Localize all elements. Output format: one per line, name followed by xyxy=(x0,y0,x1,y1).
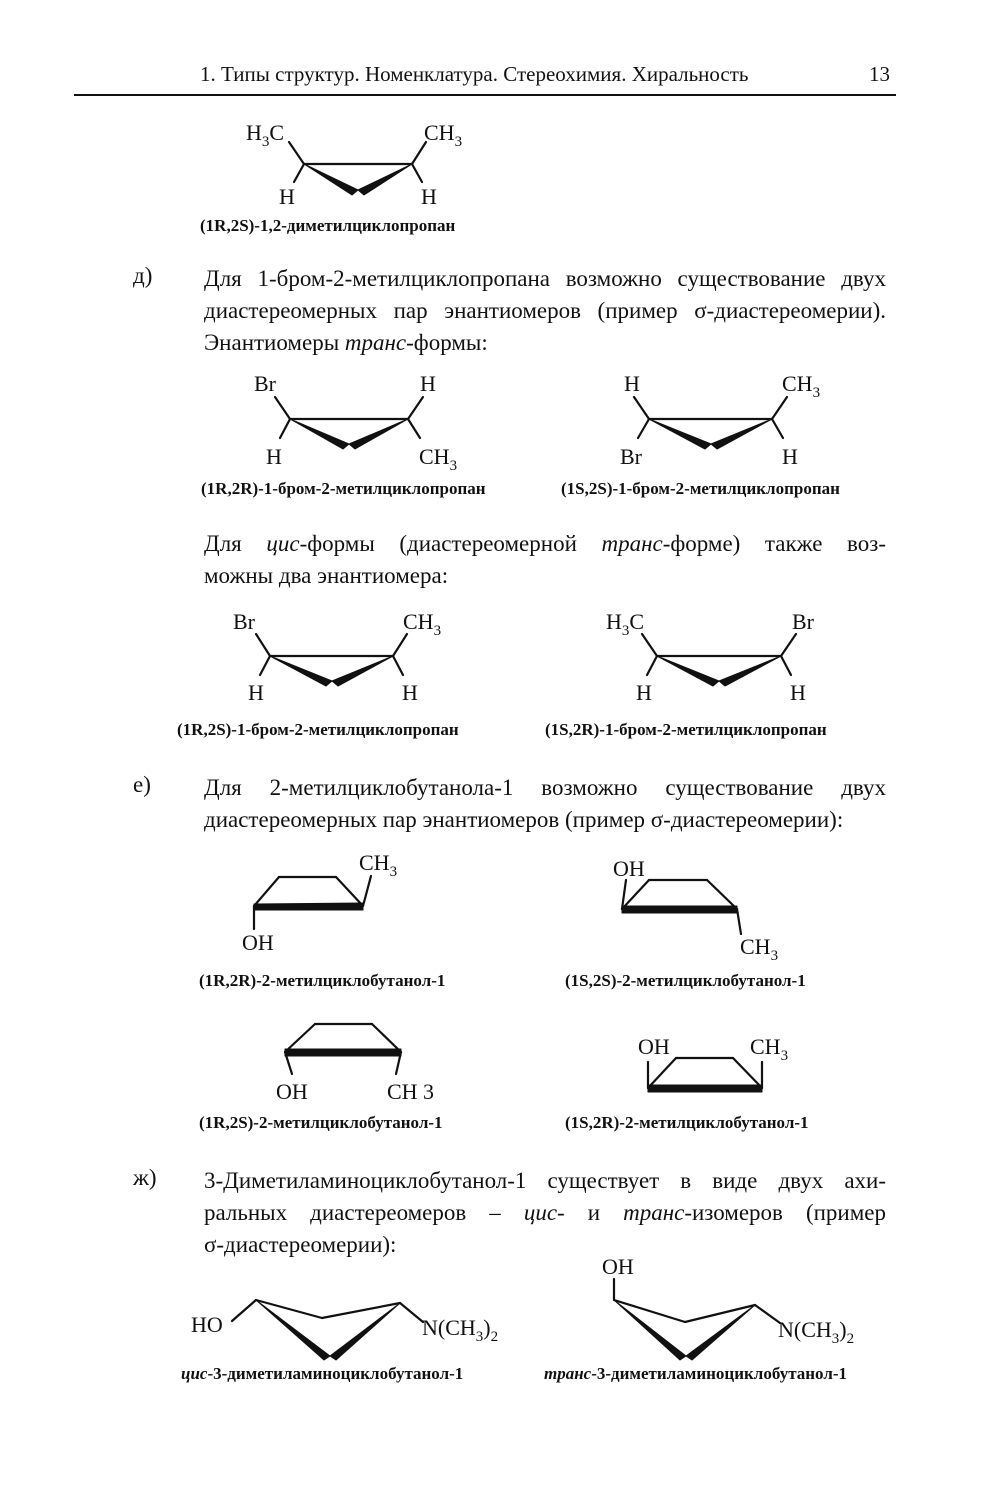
structure-cis-dimethylaminocyclobutanol xyxy=(191,1300,498,1360)
bond-c2-h xyxy=(408,397,423,419)
page-number: 13 xyxy=(869,62,890,86)
ring-bond-back-left xyxy=(614,1300,685,1322)
atom-h-right: H xyxy=(421,184,437,209)
atom-ch3: $CH_3$ xyxy=(750,1034,789,1064)
atom-ho: HO xyxy=(191,1312,223,1337)
atom-h-left: H xyxy=(636,680,652,705)
atom-oh: OH xyxy=(602,1254,634,1279)
bond-c3-n xyxy=(400,1303,423,1322)
caption-1r2s-bromomethylcyclopropane: (1R,2S)-1-бром-2-метилциклопропан xyxy=(177,720,459,739)
ring-bond-left xyxy=(254,877,279,906)
paragraph-e-line-1: Для 2-метилциклобутанола-1 возможно существование двух xyxy=(204,775,886,800)
bold-bond-front xyxy=(648,1085,762,1092)
ring-bond-left xyxy=(285,1024,315,1052)
atom-h-bottom: H xyxy=(782,444,798,469)
caption-1s2r-bromomethylcyclopropane: (1S,2R)-1-бром-2-метилциклопропан xyxy=(545,720,827,739)
bond-c2-ch3 xyxy=(412,142,426,164)
atom-h3c: $H_3C$ xyxy=(606,609,645,639)
wedge-bond-right xyxy=(358,164,412,195)
bond-c1-h xyxy=(634,397,649,419)
wedge-bond-left xyxy=(649,419,711,449)
bond-c1-h xyxy=(260,656,270,675)
paragraph-d-cis-line-2: можны два энантиомера: xyxy=(204,563,449,588)
ring-bond-right xyxy=(336,877,363,906)
paragraph-d-line-2: диастереомерных пар энантиомеров (пример σ-диастереомерии). xyxy=(204,298,886,323)
structure-1r2r-methylcyclobutanol xyxy=(242,850,397,955)
atom-h-right: H xyxy=(402,680,418,705)
structure-1s2r-bromomethylcyclopropane xyxy=(606,609,815,705)
atom-h-right: H xyxy=(790,680,806,705)
structure-dimethylcyclopropane xyxy=(0,110,1000,220)
structure-1r2r-bromomethylcyclopropane xyxy=(254,371,457,474)
atom-br: Br xyxy=(620,444,642,469)
atom-br: Br xyxy=(233,609,255,634)
bond-c1-h xyxy=(280,419,290,438)
bond-c1-h xyxy=(294,164,304,182)
bond-c1-br xyxy=(638,419,649,438)
atom-ch3: $CH_3$ xyxy=(403,609,442,639)
atom-br: Br xyxy=(792,609,814,634)
atom-oh: OH xyxy=(613,856,645,881)
atom-h-left: H xyxy=(279,184,295,209)
bold-bond-front xyxy=(622,906,737,913)
wedge-bond-left xyxy=(270,656,332,686)
atom-h-top: H xyxy=(420,371,436,396)
bond-c3-n xyxy=(755,1305,780,1323)
bond-c2-ch3 xyxy=(408,419,420,438)
bold-bond-front xyxy=(254,903,363,910)
bond-c1-ch3 xyxy=(289,142,304,164)
item-label-d: д) xyxy=(133,263,153,288)
wedge-bond-front-left xyxy=(614,1300,686,1360)
ring-bond-right xyxy=(707,880,737,909)
caption-1s2r-methylcyclobutanol: (1S,2R)-2-метилциклобутанол-1 xyxy=(565,1113,809,1132)
bond-c2-br xyxy=(781,634,796,656)
atom-ch3: $CH_3$ xyxy=(740,934,779,964)
atom-ch3: $CH_3$ xyxy=(359,850,398,880)
atom-h3c-left: $H_3C$ xyxy=(246,120,285,150)
bond-c1-ch3 xyxy=(642,634,657,656)
paragraph-zh xyxy=(204,1165,886,1261)
ring-bond-upper-left xyxy=(232,1300,256,1321)
bond-c2-ch3 xyxy=(737,909,741,934)
bond-c2-h xyxy=(412,164,422,182)
caption-1r2r-bromomethylcyclopropane: (1R,2R)-1-бром-2-метилциклопропан xyxy=(201,479,486,498)
paragraph-e-line-2: диастереомерных пар энантиомеров (пример σ-диастереомерии): xyxy=(204,807,844,832)
bond-c2-h xyxy=(393,656,403,675)
caption-1r2r-methylcyclobutanol: (1R,2R)-2-метилциклобутанол-1 xyxy=(199,971,446,990)
structures-dimethylaminocyclobutanol xyxy=(0,1250,1000,1360)
caption-1r2s-methylcyclobutanol: (1R,2S)-2-метилциклобутанол-1 xyxy=(199,1113,443,1132)
bond-c1-br xyxy=(275,397,290,419)
paragraph-d-cis-line-1: Для цис-формы (диастереомерной транс-форме) также воз- xyxy=(204,531,886,556)
header-rule xyxy=(74,94,896,96)
bold-bond-front xyxy=(285,1049,401,1056)
item-label-e: е) xyxy=(133,772,151,797)
atom-oh: OH xyxy=(242,930,274,955)
ring-bond-right xyxy=(372,1024,401,1052)
wedge-bond-left xyxy=(290,419,349,449)
paragraph-zh-line-2: ральных диастереомеров – цис- и транс-изомеров (пример xyxy=(204,1200,886,1225)
atom-br: Br xyxy=(254,371,276,396)
paragraph-e xyxy=(204,772,886,836)
paragraph-d xyxy=(204,263,886,359)
caption-cis-dimethylaminocyclobutanol: цис-3-диметиламиноциклобутанол-1 xyxy=(181,1364,464,1383)
caption-1s2s-bromomethylcyclopropane: (1S,2S)-1-бром-2-метилциклопропан xyxy=(561,479,840,498)
atom-ch3: CH 3 xyxy=(387,1079,435,1104)
atom-h-bottom: H xyxy=(266,444,282,469)
paragraph-d-line-1: Для 1-бром-2-метилциклопропана возможно существование двух xyxy=(204,266,886,291)
bond-c2-ch3 xyxy=(363,876,371,906)
wedge-bond-right xyxy=(349,419,408,449)
structure-1r2s-bromomethylcyclopropane xyxy=(233,609,441,705)
structures-trans-bromomethylcyclopropane xyxy=(0,365,1000,475)
paragraph-zh-line-1: 3-Диметиламиноциклобутанол-1 существует в виде двух ахи- xyxy=(204,1168,886,1193)
structure-1s2s-methylcyclobutanol xyxy=(613,856,778,964)
wedge-bond-right xyxy=(711,419,772,449)
bond-c2-ch3 xyxy=(772,397,787,419)
ring-bond-right xyxy=(733,1058,762,1088)
bond-c2-h xyxy=(772,419,783,438)
bond-c1-h xyxy=(647,656,657,675)
caption-dimethylcyclopropane: (1R,2S)-1,2-диметилциклопропан xyxy=(200,216,456,235)
paragraph-d-line-3: Энантиомеры транс-формы: xyxy=(204,330,488,355)
structure-trans-dimethylaminocyclobutanol xyxy=(602,1254,854,1360)
structures-cyclobutanols-row-2 xyxy=(0,1010,1000,1110)
atom-oh: OH xyxy=(638,1034,670,1059)
atom-nme2: $N(CH_3)_2$ xyxy=(778,1317,855,1347)
running-header-title: 1. Типы структур. Номенклатура. Стереохимия. Хиральность xyxy=(200,62,749,86)
atom-h-top: H xyxy=(624,371,640,396)
atom-h-left: H xyxy=(248,680,264,705)
paragraph-d-cis xyxy=(204,528,886,592)
structure-1s2r-methylcyclobutanol xyxy=(638,1034,788,1092)
atom-ch3: $CH_3$ xyxy=(419,444,458,474)
atom-ch3-right: $CH_3$ xyxy=(424,120,463,150)
wedge-bond-right xyxy=(332,656,393,686)
bond-c2-ch3 xyxy=(393,634,407,656)
bond-c2-h xyxy=(781,656,791,675)
caption-1s2s-methylcyclobutanol: (1S,2S)-2-метилциклобутанол-1 xyxy=(565,971,806,990)
wedge-bond-left xyxy=(657,656,719,686)
atom-ch3: $CH_3$ xyxy=(782,371,821,401)
caption-trans-dimethylaminocyclobutanol: транс-3-диметиламиноциклобутанол-1 xyxy=(544,1364,848,1383)
bond-c1-br xyxy=(256,634,270,656)
structures-cyclobutanols-row-1 xyxy=(0,845,1000,965)
wedge-bond-left xyxy=(304,164,358,195)
structure-1s2s-bromomethylcyclopropane xyxy=(620,371,820,469)
wedge-bond-front-right xyxy=(330,1303,400,1360)
wedge-bond-right xyxy=(719,656,781,686)
ring-bond-left xyxy=(648,1058,676,1088)
item-label-zh: ж) xyxy=(133,1165,157,1190)
structure-1r2s-methylcyclobutanol xyxy=(276,1024,434,1104)
structures-cis-bromomethylcyclopropane xyxy=(0,602,1000,712)
atom-oh: OH xyxy=(276,1079,308,1104)
atom-nme2: $N(CH_3)_2$ xyxy=(422,1315,499,1345)
ring-bond-back-right xyxy=(322,1303,400,1318)
paragraph-zh-line-3: σ-диастереомерии): xyxy=(204,1232,397,1257)
